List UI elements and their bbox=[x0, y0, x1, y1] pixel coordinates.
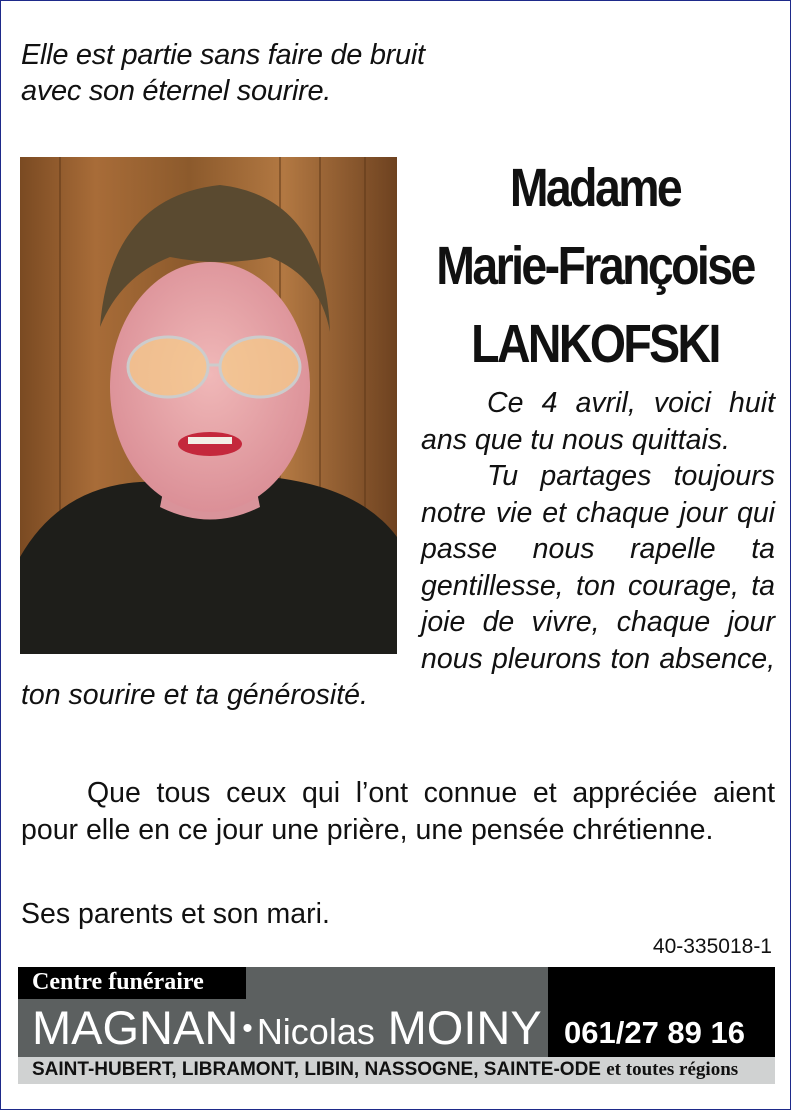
funeral-home-towns bbox=[32, 1059, 738, 1081]
funeral-home-banner bbox=[18, 967, 775, 1084]
name-last: LANKOFSKI bbox=[471, 314, 719, 374]
name-title: Madame bbox=[509, 158, 681, 218]
funeral-home-name bbox=[32, 1001, 542, 1062]
towns-tail: et toutes régions bbox=[606, 1059, 739, 1080]
funeral-home-name-part3: MOINY bbox=[387, 1001, 542, 1054]
funeral-home-label: Centre funéraire bbox=[32, 969, 204, 995]
funeral-home-name-part2: Nicolas bbox=[256, 1011, 375, 1052]
tribute-text bbox=[21, 385, 775, 714]
funeral-home-name-part1: MAGNAN bbox=[32, 1001, 239, 1054]
paragraph-memory: Tu partages toujours notre vie et chaque jour qui passe nous rapelle ta gentillesse, ton courage, ta joie de vivre, chaque jour nous pleurons ton absence, ton sourire et ta générosité. bbox=[21, 460, 775, 711]
signature: Ses parents et son mari. bbox=[21, 898, 330, 930]
epigraph-line-2: avec son éternel sourire. bbox=[21, 75, 332, 107]
epigraph bbox=[21, 37, 425, 109]
towns-list: SAINT-HUBERT, LIBRAMONT, LIBIN, NASSOGNE, SAINTE-ODE bbox=[32, 1059, 601, 1080]
photo-wrap-spacer bbox=[21, 385, 421, 668]
reference-number: 40-335018-1 bbox=[652, 935, 772, 958]
paragraph-prayer: Que tous ceux qui l’ont connue et appréciée aient pour elle en ce jour une prière, une pensée chrétienne. bbox=[21, 777, 775, 846]
epigraph-line-1: Elle est partie sans faire de bruit bbox=[21, 39, 425, 71]
bullet-separator-icon: • bbox=[242, 1012, 253, 1045]
paragraph-anniversary: Ce 4 avril, voici huit ans que tu nous quittais. bbox=[421, 387, 775, 456]
deceased-name bbox=[430, 149, 760, 383]
name-first: Marie-Françoise bbox=[436, 236, 754, 296]
funeral-home-phone: 061/27 89 16 bbox=[564, 1015, 746, 1050]
